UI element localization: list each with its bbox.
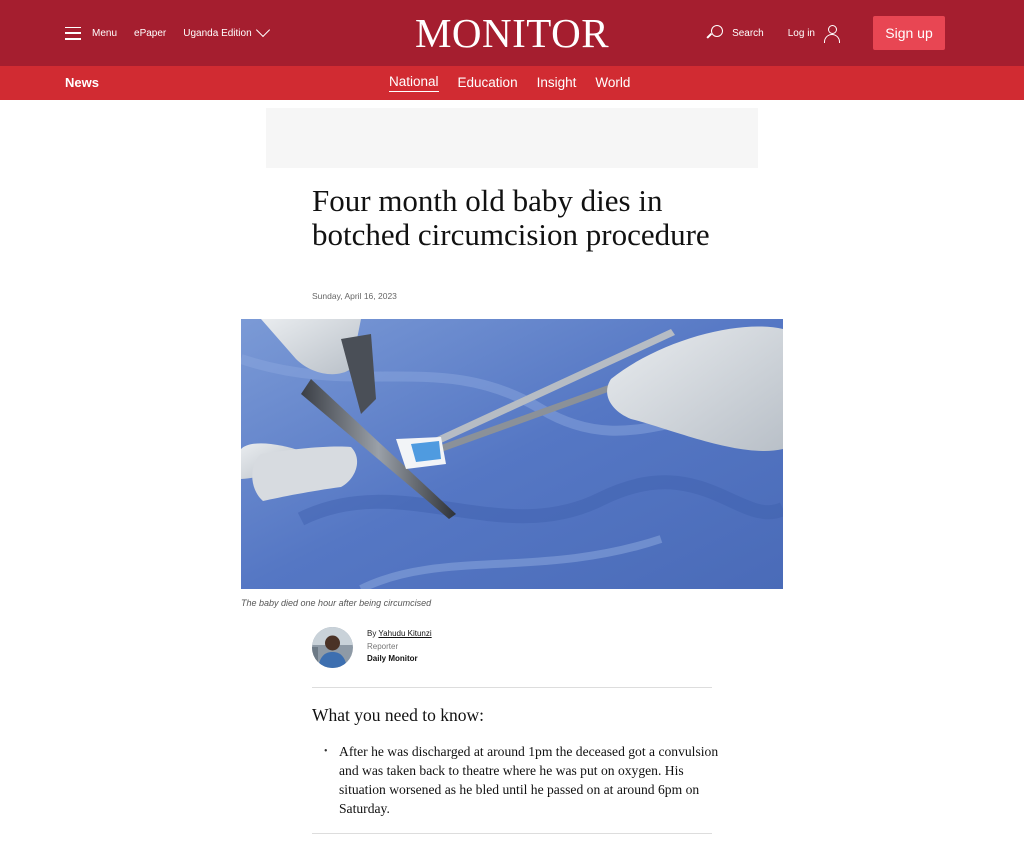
divider — [312, 833, 712, 834]
byline-prefix: By — [367, 629, 377, 638]
need-to-know-list — [339, 742, 719, 818]
tab-insight[interactable]: Insight — [536, 74, 577, 90]
article-hero-image[interactable] — [241, 319, 783, 589]
signup-button[interactable]: Sign up — [873, 16, 945, 50]
author-info — [367, 627, 432, 668]
need-to-know-title: What you need to know: — [312, 705, 485, 725]
divider — [312, 687, 712, 688]
search-label: Search — [732, 27, 764, 39]
tab-education[interactable]: Education — [457, 74, 518, 90]
author-name-link[interactable]: Yahudu Kitunzi — [378, 629, 432, 638]
site-logo[interactable]: MONITOR — [414, 10, 610, 56]
epaper-link[interactable]: ePaper — [134, 27, 167, 39]
list-item: • After he was discharged at around 1pm the deceased got a convulsion and was taken back to theatre where he was put on oxygen. His situation worsened as he bled until he passed on at around 6pm on Saturday. — [339, 742, 719, 818]
header-right-group — [706, 0, 945, 66]
surgery-photo-illustration — [241, 319, 783, 589]
menu-link[interactable]: Menu — [92, 27, 118, 39]
top-header — [0, 0, 1024, 66]
ad-slot — [266, 108, 758, 168]
search-button[interactable] — [706, 25, 764, 42]
image-caption: The baby died one hour after being circumcised — [241, 598, 432, 608]
search-icon — [706, 25, 723, 42]
edition-label: Uganda Edition — [183, 27, 252, 39]
tab-national[interactable]: National — [389, 74, 439, 92]
author-byline — [312, 627, 432, 668]
login-label: Log in — [787, 27, 815, 39]
login-button[interactable] — [788, 25, 840, 42]
article-headline: Four month old baby dies in botched circumcision procedure — [312, 183, 710, 252]
tab-world[interactable]: World — [595, 74, 631, 90]
author-photo — [312, 627, 353, 668]
author-avatar[interactable] — [312, 627, 353, 668]
article-date: Sunday, April 16, 2023 — [312, 291, 397, 301]
section-nav — [0, 66, 1024, 100]
section-title[interactable]: News — [65, 75, 99, 90]
author-role: Reporter — [367, 641, 399, 651]
user-icon — [824, 25, 840, 42]
section-tabs — [389, 66, 649, 100]
author-org: Daily Monitor — [367, 654, 418, 663]
